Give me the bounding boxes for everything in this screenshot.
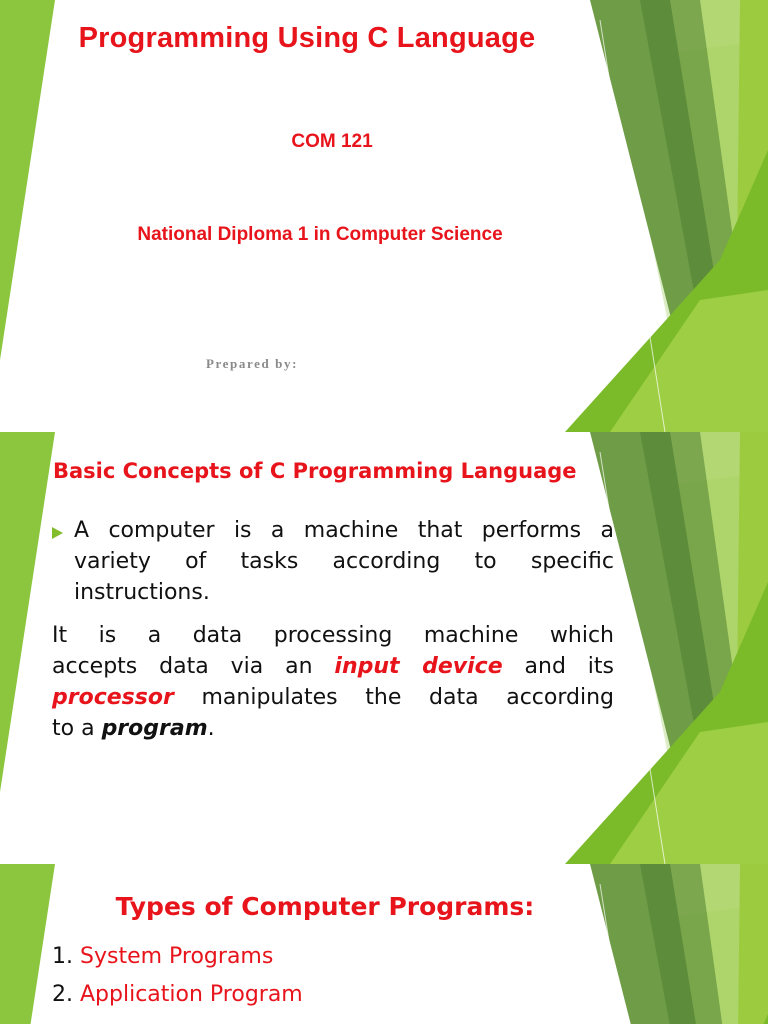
program-name: National Diploma 1 in Computer Science [137,224,503,245]
list-item [52,944,273,969]
bullet-line: A computer is a machine that performs a [74,518,614,543]
slide-program-types [0,864,768,1024]
term-program: program [101,716,208,741]
slide-heading: Types of Computer Programs: [115,892,535,921]
paragraph-line: processor manipulates the data according [52,685,614,710]
bullet-line: instructions. [74,580,210,605]
paragraph-line: accepts data via an input device and its [52,654,614,679]
paragraph-line: to a program. [52,716,215,741]
bullet-paragraph [74,515,614,608]
term-input-device: input device [334,654,503,679]
presentation-title: Programming Using C Language [78,22,536,54]
term-processor: processor [52,685,174,710]
definition-paragraph [52,620,614,744]
list-item [52,982,303,1007]
item-number: 2. [52,982,73,1007]
course-code: COM 121 [291,131,373,152]
item-number: 1. [52,944,73,969]
green-geometric-decoration [0,0,768,432]
slide-title [0,0,768,432]
item-label: System Programs [80,944,274,969]
paragraph-line: It is a data processing machine which [52,623,614,648]
bullet-line: variety of tasks according to specific [74,549,614,574]
slide-heading: Basic Concepts of C Programming Language [53,459,577,483]
prepared-by-label: Prepared by: [206,356,299,371]
triangle-bullet-icon [52,527,63,539]
slide-basic-concepts [0,432,768,864]
item-label: Application Program [80,982,303,1007]
